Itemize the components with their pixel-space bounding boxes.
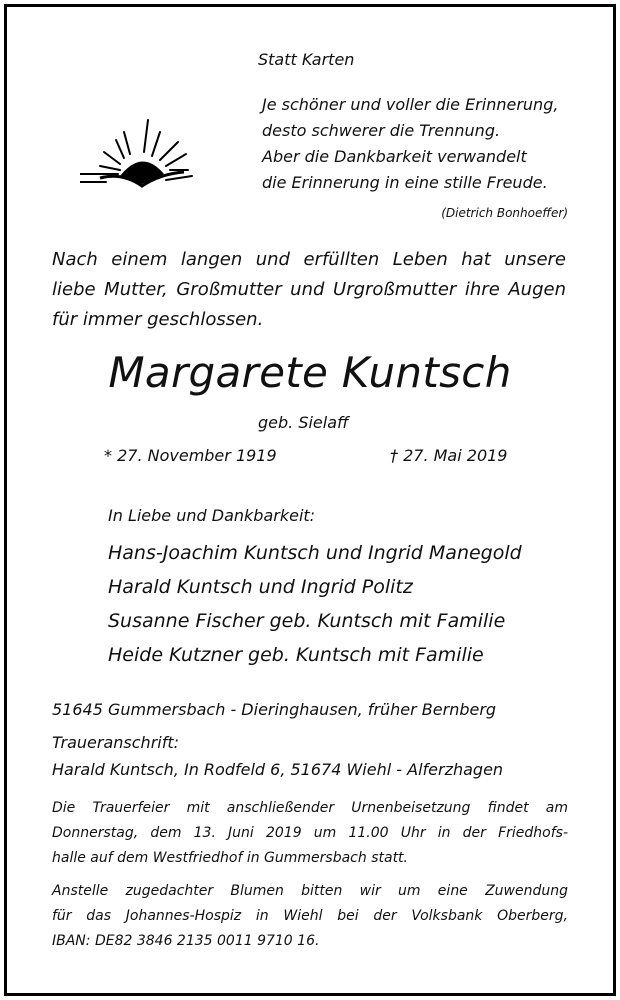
quote-line-2: desto schwerer die Trennung. (262, 121, 501, 140)
donation-line-2: für das Johannes-Hospiz in Wiehl bei der Volksbank Oberberg, (52, 908, 568, 924)
ceremony-line-1: Die Trauerfeier mit anschließender Urnenbeisetzung findet am (52, 800, 568, 816)
family-member-2: Harald Kuntsch und Ingrid Politz (108, 576, 413, 598)
quote-author: (Dietrich Bonhoeffer) (441, 206, 568, 220)
quote-line-1: Je schöner und voller die Erinnerung, (262, 95, 559, 114)
address-value: Harald Kuntsch, In Rodfeld 6, 51674 Wiehl - Alferzhagen (52, 760, 504, 779)
ceremony-line-2: Donnerstag, dem 13. Juni 2019 um 11.00 Uhr in der Friedhofs- (52, 825, 568, 841)
family-member-3: Susanne Fischer geb. Kuntsch mit Familie (108, 610, 506, 632)
quote-line-4: die Erinnerung in eine stille Freude. (262, 173, 548, 192)
deceased-name: Margarete Kuntsch (108, 348, 512, 397)
birth-name: geb. Sielaff (258, 413, 349, 432)
donation-line-3: IBAN: DE82 3846 2135 0011 9710 16. (52, 933, 320, 949)
birth-date: * 27. November 1919 (104, 446, 277, 465)
family-member-4: Heide Kutzner geb. Kuntsch mit Familie (108, 644, 484, 666)
address-label: Traueranschrift: (52, 733, 180, 752)
donation-line-1: Anstelle zugedachter Blumen bitten wir um eine Zuwendung (52, 883, 568, 899)
sunset-icon (80, 118, 200, 190)
death-date: † 27. Mai 2019 (390, 446, 508, 465)
header-text: Statt Karten (258, 50, 355, 69)
intro-line-1: Nach einem langen und erfüllten Leben hat unsere (52, 249, 566, 270)
location-text: 51645 Gummersbach - Dieringhausen, früher Bernberg (52, 700, 497, 719)
family-member-1: Hans-Joachim Kuntsch und Ingrid Manegold (108, 542, 522, 564)
intro-line-3: für immer geschlossen. (52, 309, 264, 330)
ceremony-line-3: halle auf dem Westfriedhof in Gummersbach statt. (52, 850, 408, 866)
intro-line-2: liebe Mutter, Großmutter und Urgroßmutter ihre Augen (52, 279, 566, 300)
quote-line-3: Aber die Dankbarkeit verwandelt (262, 147, 527, 166)
family-heading: In Liebe und Dankbarkeit: (108, 506, 316, 525)
